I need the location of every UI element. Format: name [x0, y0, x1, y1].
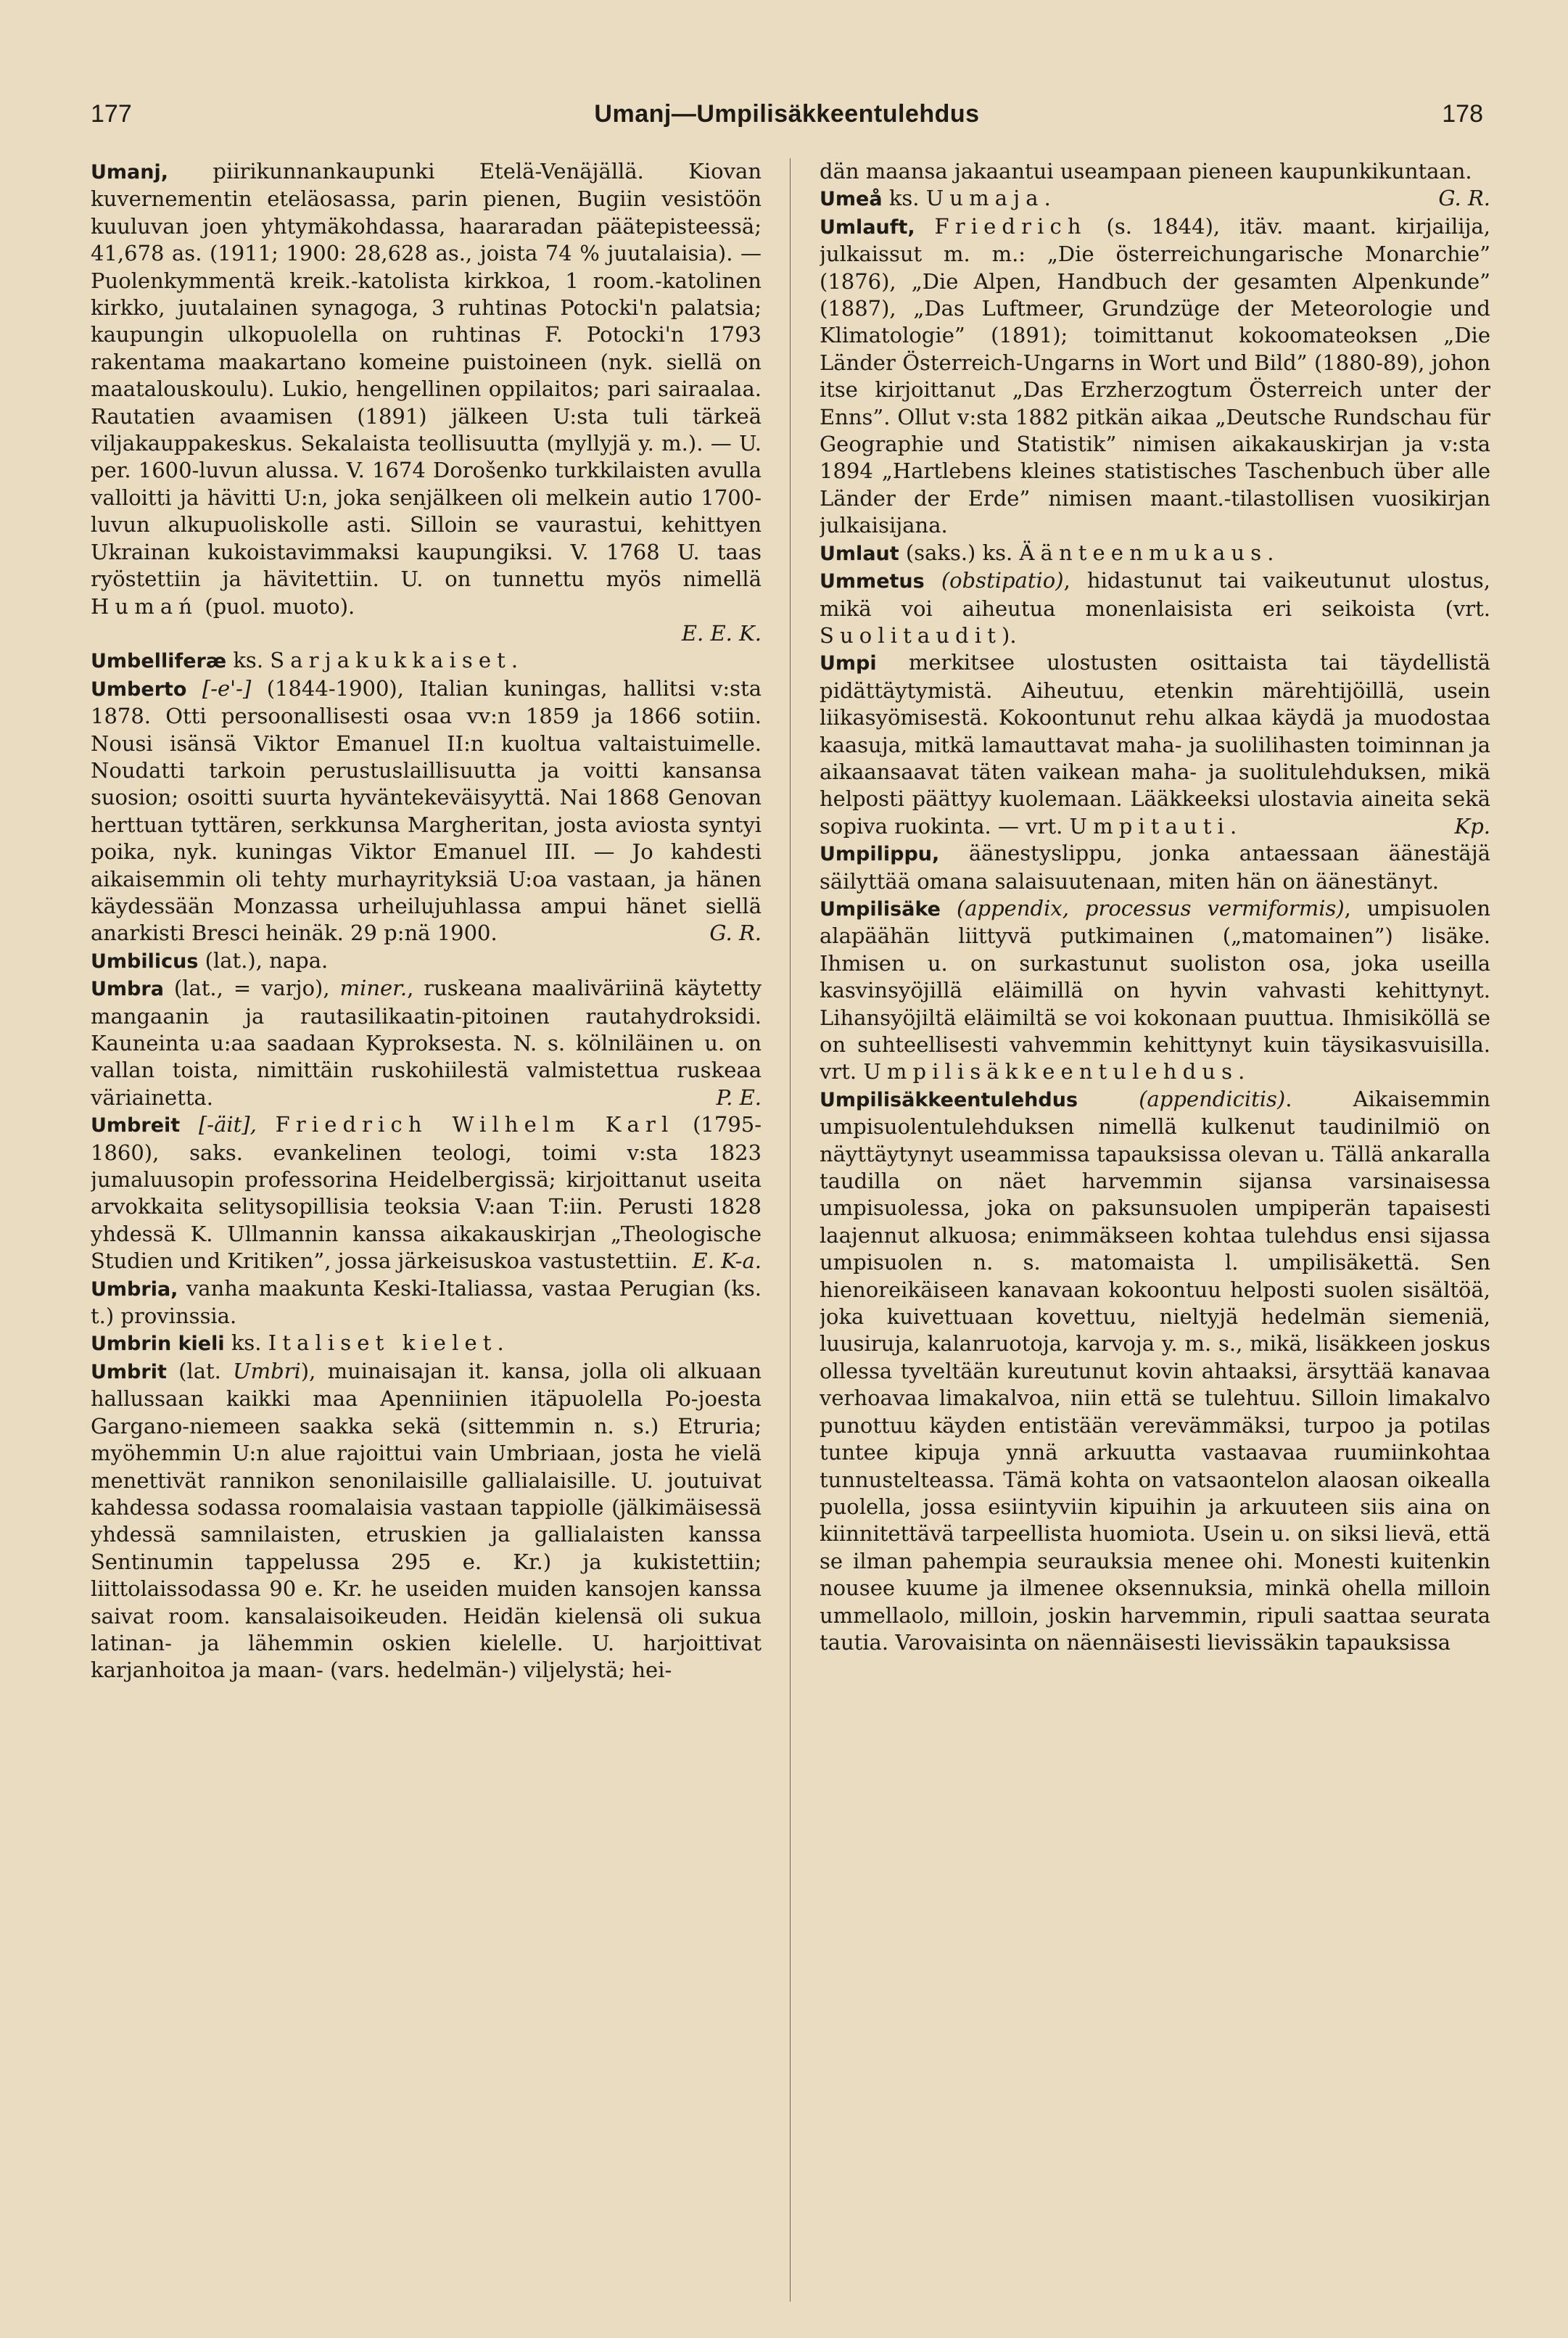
entry-umpilippu [820, 840, 1490, 895]
entry-umlaut [820, 540, 1490, 567]
entry-headword: Umpilisäkkeentulehdus [820, 1088, 1078, 1111]
entry-text: ks. [231, 1330, 262, 1356]
entry-text: (1844-1900), Italian kuningas, hallitsi v:sta 1878. Otti persoonallisesti osaa vv:n 1859 ja 1866 sotiin. Nousi isänsä Viktor Emanuel II:n kuoltua valtaistuimelle. Noudatti tarkoin perustuslaillisuutta ja voitti kansansa suosion; osoitti suurta hyväntekeväisyyttä. Nai 1868 Genovan herttuan tyttären, serkkunsa Margheritan, josta aviosta syntyi poika, nyk. kuningas Viktor Emanuel III. — Jo kahdesti aikaisemmin oli tehty murhayrityksiä U:oa vastaan, ja hänen käydessään Monzassa urheilujuhlassa ampui hänet siellä anarkisti Bresci heinäk. 29 p:nä 1900. [91, 675, 762, 946]
spaced-reference: Italiset kielet. [268, 1330, 510, 1356]
entry-text: (lat.), napa. [205, 947, 329, 973]
entry-text: , hidastunut tai vaikeutunut ulostus, mikä voi aiheutua monenlaisista eri seikoista (vrt. [820, 568, 1490, 621]
spaced-reference: Umpilisäkkeentulehdus. [863, 1059, 1251, 1084]
entry-headword: Umpilippu, [820, 843, 940, 866]
entry-headword: Ummetus [820, 570, 925, 593]
entry-headword: Umpilisäke [820, 897, 941, 921]
entry-umlauft [820, 213, 1490, 540]
entry-umea [820, 185, 1490, 213]
author-signature: P. E. [716, 1084, 762, 1110]
right-column [820, 158, 1490, 2305]
entry-text: vanha maakunta Keski-Italiassa, vastaa Perugian (ks. t.) provinssia. [91, 1275, 762, 1329]
entry-umpi [820, 649, 1490, 840]
entry-italic: (obstipatio) [941, 568, 1064, 593]
entry-headword: Umbelliferæ [91, 650, 227, 673]
entry-text: (lat. [178, 1358, 221, 1383]
entry-headword: Umberto [91, 678, 187, 701]
entry-umberto [91, 675, 762, 947]
entry-text: piirikunnankaupunki Etelä-Venäjällä. Kiovan kuvernementin eteläosassa, parin pienen, Bugiin vesistöön kuuluvan joen yhtymäkohdassa, haararadan päätepisteessä; 41,678 as. (1911; 1900: 28,628 as., joista 74 % juutalaisia). — Puolenkymmentä kreik.-katolista kirkkoa, 1 room.-katolinen kirkko, juutalainen synagoga, 3 ruhtinas Potocki'n palatsia; kaupungin ulkopuolella on ruhtinas F. Potocki'n 1793 rakentama maakartano komeine puistoineen (nyk. siellä on maatalouskoulu). Lukio, hengellinen oppilaitos; pari sairaalaa. Rautatien avaamisen (1891) jälkeen U:sta tuli tärkeä viljakauppakeskus. Sekalaista teollisuutta (myllyjä y. m.). — U. per. 1600-luvun alussa. V. 1674 Dorošenko turkkilaisten avulla valloitti ja hävitti U:n, joka senjälkeen oli melkein autio 1700-luvun alkupuoliskolle asti. Silloin se vaurastui, kehittyen Ukrainan kukoistavimmaksi kaupungiksi. V. 1768 U. taas ryöstettiin ja hävitettiin. U. on tunnettu myös nimellä [91, 159, 762, 592]
spaced-name: Friedrich [934, 213, 1087, 239]
author-signature: E. E. K. [681, 620, 762, 646]
spaced-reference: Sarjakukkaiset. [270, 648, 524, 673]
entry-text: . Aikaisemmin umpisuolentulehduksen nimellä kulkenut taudinilmiö on näyttäytynyt useammissa tapauksissa olevan u. Tällä ankaralla taudilla on näet harvemmin sijansa varsinaisessa umpisuolessa, joka on paksunsuolen umpiperän tapaisesti laajennut alkuosa; enimmäkseen kohtaa tulehdus ensi sijassa umpisuolen n. s. matomaista l. umpilisäkettä. Sen hienoreikäiseen kanavaan kokoontuu helposti suolen sisältöä, joka kuivettuaan kovettuu, nieltyjä hedelmän siemeniä, luusiruja, kalanruotoja, karvoja y. m. s., mikä, lisäkkeen joskus ollessa tyveltään kureutunut kovin ahtaaksi, ärsyttää kanavaa verhoavaa limakalvoa, niin että se tulehtuu. Silloin limakalvo punottuu käyden entistään verevämmäksi, turpoo ja potilas tuntee kipuja ynnä arkuutta vastaavaa ruumiinkohtaa tunnustelteassa. Tämä kohta on vatsaontelon alaosan oikealla puolella, jossa esiintyviin kipuihin ja arkuuteen siis aina on kiinnitettävä tarpeellista huomiota. Usein u. on siksi lievä, että se ilman pahempia seurauksia menee ohi. Monesti kuitenkin nousee kuume ja ilmenee oksennuksia, minkä ohella milloin ummellaolo, milloin, joskin harvemmin, ripuli saattaa seurata tautia. Varovaisinta on näennäisesti lievissäkin tapauksissa [820, 1086, 1490, 1655]
entry-italic: (appendicitis) [1139, 1086, 1286, 1111]
entry-italic: miner. [339, 976, 408, 1001]
entry-text: (lat., = varjo), [173, 976, 330, 1001]
left-column [91, 158, 762, 2305]
entry-headword: Umanj, [91, 161, 169, 184]
pronunciation: [-äit], [198, 1112, 257, 1137]
entry-headword: Umbria, [91, 1277, 178, 1301]
entry-text: äänestyslippu, jonka antaessaan äänestäjä säilyttää omana salaisuutenaan, miten hän on äänestänyt. [820, 841, 1490, 894]
entry-umanj [91, 158, 762, 647]
entry-ummetus [820, 567, 1490, 649]
page-header [91, 100, 1483, 144]
author-signature: G. R. [1438, 186, 1490, 211]
entry-headword: Umbrit [91, 1360, 167, 1383]
entry-headword: Umbreit [91, 1114, 181, 1137]
spaced-reference: Suolitaudit [820, 622, 1002, 648]
entry-headword: Umlaut [820, 542, 899, 565]
spaced-name: Friedrich Wilhelm Karl [275, 1112, 674, 1137]
entry-text: merkitsee ulostusten osittaista tai täydellistä pidättäytymistä. Aiheutuu, etenkin märehtijöillä, usein liikasyömisestä. Kokoontunut rehu alkaa käydä ja muodostaa kaasuja, mitkä lamauttavat maha- ja suolilihasten toiminnan ja aikaansaavat täten vaikean maha- ja suolitulehduksen, mikä helposti päättyy kuolemaan. Lääkkeeksi ulostavia aineita sekä sopiva ruokinta. — vrt. [820, 650, 1490, 839]
entry-headword: Umlauft, [820, 215, 915, 239]
entry-headword: Umbrin kieli [91, 1333, 225, 1356]
entry-umpilisakkeentulehdus [820, 1086, 1490, 1657]
entry-text: (saks.) ks. [905, 540, 1013, 565]
entry-headword: Umbilicus [91, 950, 199, 973]
entry-umbria [91, 1275, 762, 1330]
spaced-reference: Äänteenmukaus. [1019, 540, 1280, 565]
entry-italic: Umbri [233, 1358, 301, 1383]
entry-text: ks. [233, 648, 264, 673]
entry-text: (s. 1844), itäv. maant. kirjailija, julkaissut m. m.: „Die österreichungarische Monarchie” (1876), „Die Alpen, Handbuch der gesamten Alpenkunde” (1887), „Das Luftmeer, Grundzüge der Meteorologie und Klimatologie” (1891); toimittanut kokoomateoksen „Die Länder Österreich-Ungarns in Wort und Bild” (1880-89), johon itse kirjoittanut „Das Erzherzogtum Österreich unter der Enns”. Ollut v:sta 1882 pitkän aikaa „Deutsche Rundschau für Geographie und Statistik” nimisen aikakauskirjan ja v:sta 1894 „Hartlebens kleines statistisches Taschenbuch über alle Länder der Erde” nimisen maant.-tilastollisen vuosikirjan julkaisijana. [820, 213, 1490, 538]
entry-umbreit [91, 1111, 762, 1275]
entry-italic: (appendix, processus vermiformis) [956, 895, 1345, 921]
entry-umpilisake [820, 895, 1490, 1086]
entry-text: (1795-1860), saks. evankelinen teologi, toimi v:sta 1823 jumaluusopin professorina Heidelbergissä; kirjoittanut useita arvokkaita selitysopillisia teoksia V:aan T:iin. Perusti 1828 yhdessä K. Ullmannin kanssa aikakauskirjan „Theologische Studien und Kritiken”, jossa järkeisuskoa vastustettiin. [91, 1112, 762, 1274]
author-signature: E. K-a. [692, 1248, 762, 1274]
author-signature: Kp. [1454, 813, 1490, 839]
entry-headword: Umeå [820, 188, 883, 211]
entry-text-cont: (puol. muoto). [205, 593, 355, 619]
spaced-reference: Humań [91, 593, 199, 619]
entry-text: dän maansa jakaantui useampaan pieneen kaupunkikuntaan. [820, 159, 1472, 184]
entry-text: ks. [888, 186, 920, 211]
spaced-reference: Umpitauti. [1069, 813, 1243, 839]
entry-umbelliferae [91, 647, 762, 675]
entry-text-cont: ), muinaisajan it. kansa, jolla oli alkuaan hallussaan kaikki maa Apenniinien itäpuolella Po-joesta Gargano-niemeen saakka sekä (sittemmin n. s.) Etruria; myöhemmin U:n alue rajoittui vain Umbriaan, josta he vielä menettivät rannikon senonilaisille gallialaisille. U. joutuivat kahdessa sodassa roomalaisia vastaan tappiolle (jälkimäisessä yhdessä samnilaisten, etruskien ja gallialaisten kanssa Sentinumin tappelussa 295 e. Kr.) ja kukistettiin; liittolaissodassa 90 e. Kr. he useiden muiden kansojen kanssa saivat room. kansalaisoikeuden. Heidän kielensä oli sukua latinan- ja lähemmin oskien kielelle. U. harjoittivat karjanhoitoa ja maan- (vars. hedelmän-) viljelystä; hei- [91, 1358, 762, 1683]
entry-umbrit [91, 1358, 762, 1684]
entry-text-cont: , ruskeana maaliväriinä käytetty mangaanin ja rautasilikaatin-pitoinen rautahydroksidi. Kauneinta u:aa saadaan Kyproksesta. N. s. kölniläinen u. on vallan toista, nimittäin ruskohiilestä valmistettua ruskeaa väriainetta. [91, 976, 762, 1110]
entry-text-cont: ). [1002, 622, 1017, 648]
entry-headword: Umpi [820, 652, 877, 675]
entry-umbilicus [91, 947, 762, 975]
entry-headword: Umbra [91, 978, 164, 1001]
page-number-left: 177 [91, 100, 132, 128]
entry-umbrin-kieli [91, 1330, 762, 1357]
entry-text: , umpisuolen alapäähän liittyvä putkimainen („matomainen”) lisäke. Ihmisen u. on surkastunut suoliston osa, joka useilla kasvinsyöjillä eläimillä on hyvin vahvasti kehittynyt. Lihansyöjiltä eläimiltä se voi kokonaan puuttua. Ihmisiköllä se on suhteellisesti vahvemmin kehittynyt kuin täysikasvuisilla. vrt. [820, 895, 1490, 1084]
running-title: Umanj—Umpilisäkkeentulehdus [594, 100, 980, 128]
page-number-right: 178 [1442, 100, 1483, 128]
entry-umbra [91, 975, 762, 1111]
author-signature: G. R. [709, 921, 762, 946]
spaced-reference: Uumaja. [925, 186, 1057, 211]
pronunciation: [-e'-] [202, 675, 252, 701]
column-divider [790, 158, 791, 2302]
